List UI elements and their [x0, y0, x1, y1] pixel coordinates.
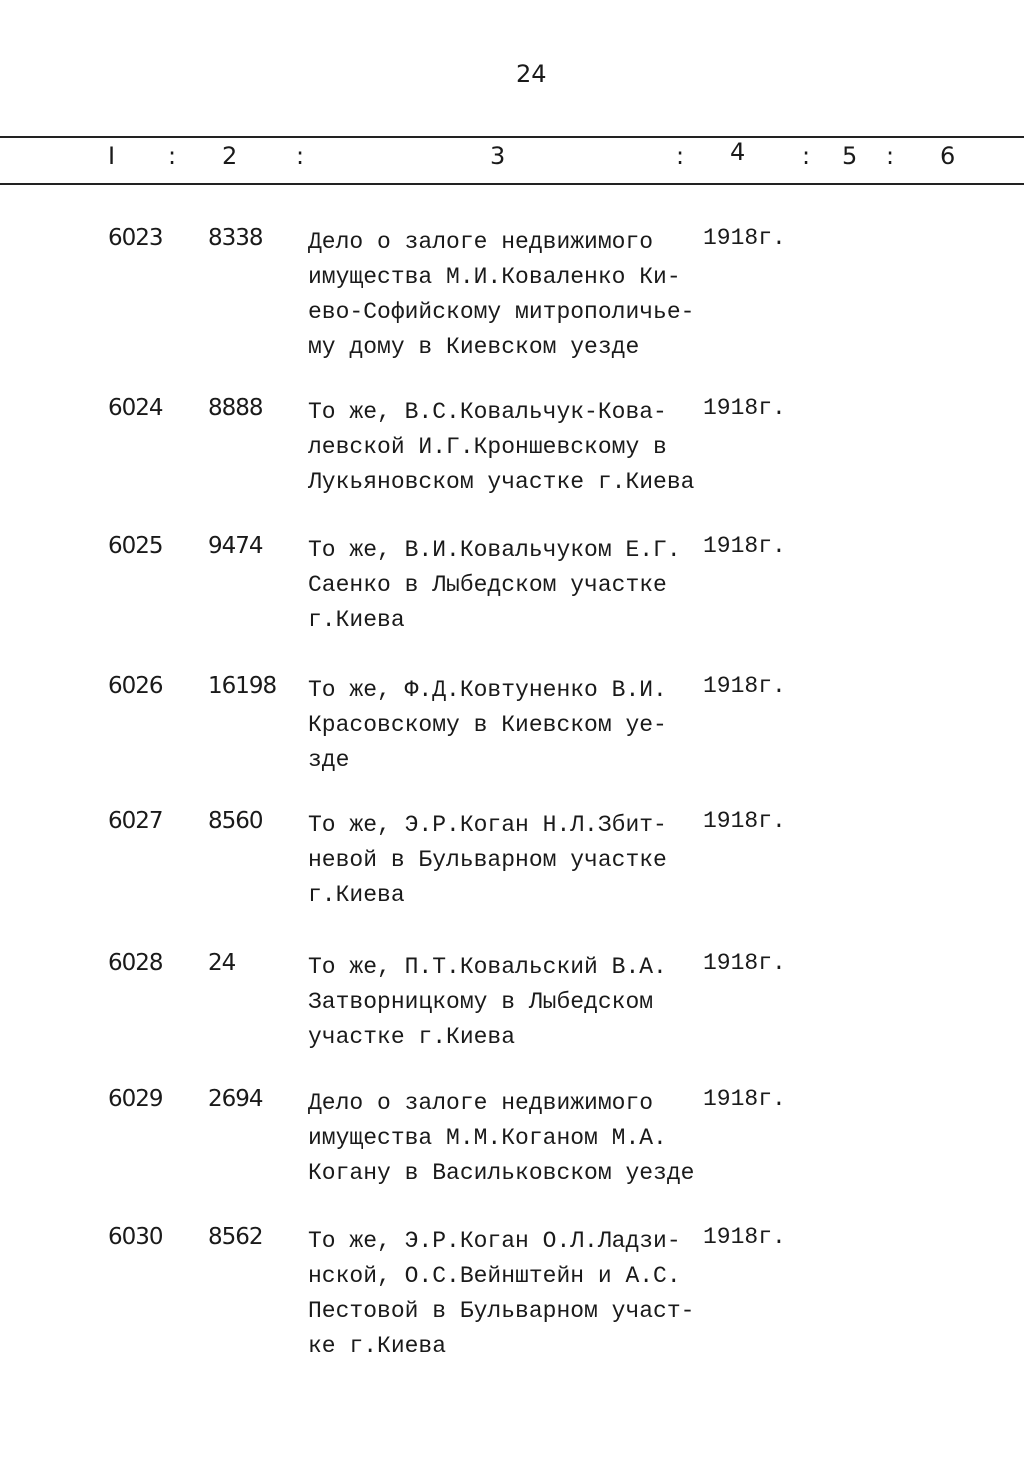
title-line: нской, О.С.Вейнштейн и А.С. [308, 1263, 681, 1289]
header-sep: : [802, 142, 811, 170]
entry-number: 6024 [108, 395, 163, 421]
old-number: 24 [208, 950, 236, 976]
title-line: То же, В.С.Ковальчук-Кова- [308, 399, 667, 425]
title-line: невой в Бульварном участке [308, 847, 667, 873]
entry-number: 6029 [108, 1086, 163, 1112]
title-line: То же, П.Т.Ковальский В.А. [308, 954, 667, 980]
header-sep: : [168, 142, 177, 170]
old-number: 9474 [208, 533, 263, 559]
title-line: То же, Э.Р.Коган Н.Л.Збит- [308, 812, 667, 838]
title-line: То же, Ф.Д.Ковтуненко В.И. [308, 677, 667, 703]
title-line: То же, В.И.Ковальчуком Е.Г. [308, 537, 681, 563]
title-line: Затворницкому в Лыбедском [308, 989, 654, 1015]
header-sep: : [296, 142, 305, 170]
entry-number: 6030 [108, 1224, 163, 1250]
entry-year: 1918г. [703, 395, 786, 421]
old-number: 8888 [208, 395, 263, 421]
header-top-rule [0, 136, 1024, 138]
title-line: Красовскому в Киевском уе- [308, 712, 667, 738]
entry-title [308, 673, 667, 778]
entry-year: 1918г. [703, 225, 786, 251]
old-number: 8560 [208, 808, 263, 834]
title-line: левской И.Г.Кроншевскому в [308, 434, 667, 460]
entry-title [308, 533, 681, 638]
header-col-3: 3 [490, 142, 506, 170]
entry-title [308, 395, 694, 500]
title-line: Дело о залоге недвижимого [308, 229, 654, 255]
header-sep: : [886, 142, 895, 170]
entry-year: 1918г. [703, 808, 786, 834]
entry-title [308, 1086, 694, 1191]
title-line: г.Киева [308, 882, 405, 908]
entry-number: 6023 [108, 225, 163, 251]
header-col-1: I [108, 142, 116, 170]
old-number: 2694 [208, 1086, 263, 1112]
entry-title [308, 950, 667, 1055]
header-sep: : [676, 142, 685, 170]
header-bottom-rule [0, 183, 1024, 185]
old-number: 8562 [208, 1224, 263, 1250]
entry-year: 1918г. [703, 1086, 786, 1112]
old-number: 16198 [208, 673, 277, 699]
entry-year: 1918г. [703, 673, 786, 699]
header-col-2: 2 [222, 142, 238, 170]
title-line: Пестовой в Бульварном участ- [308, 1298, 695, 1324]
title-line: имущества М.М.Коганом М.А. [308, 1125, 667, 1151]
title-line: му дому в Киевском уезде [308, 334, 640, 360]
title-line: Лукьяновском участке г.Киева [308, 469, 695, 495]
entry-year: 1918г. [703, 950, 786, 976]
header-col-4: 4 [730, 138, 746, 166]
title-line: То же, Э.Р.Коган О.Л.Ладзи- [308, 1228, 681, 1254]
entry-title [308, 1224, 694, 1364]
entry-year: 1918г. [703, 1224, 786, 1250]
header-col-5: 5 [842, 142, 858, 170]
title-line: зде [308, 747, 350, 773]
title-line: участке г.Киева [308, 1024, 516, 1050]
title-line: имущества М.И.Коваленко Ки- [308, 264, 681, 290]
title-line: г.Киева [308, 607, 405, 633]
title-line: ке г.Киева [308, 1333, 447, 1359]
entry-year: 1918г. [703, 533, 786, 559]
entry-number: 6027 [108, 808, 163, 834]
title-line: Саенко в Лыбедском участке [308, 572, 667, 598]
entry-number: 6026 [108, 673, 163, 699]
header-col-6: 6 [940, 142, 956, 170]
title-line: Когану в Васильковском уезде [308, 1160, 695, 1186]
entry-number: 6025 [108, 533, 163, 559]
title-line: ево-Софийскому митрополичье- [308, 299, 695, 325]
entry-title [308, 225, 694, 365]
entry-number: 6028 [108, 950, 163, 976]
old-number: 8338 [208, 225, 263, 251]
title-line: Дело о залоге недвижимого [308, 1090, 654, 1116]
page-number: 24 [516, 60, 547, 88]
entry-title [308, 808, 667, 913]
